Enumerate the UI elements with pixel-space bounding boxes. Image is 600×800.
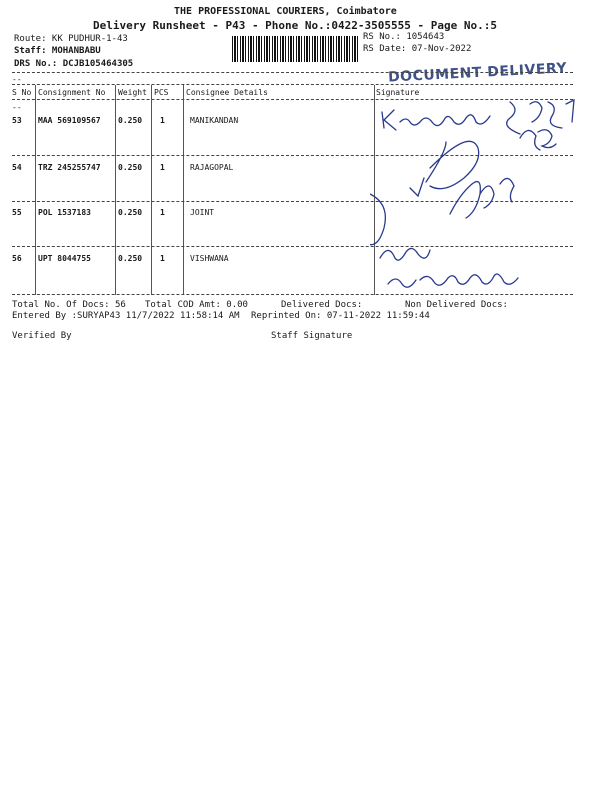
col-header-sno: S No [12,88,32,97]
row-consignee: VISHWANA [190,254,229,263]
row-dots: -- [12,103,22,112]
column-divider [35,85,36,295]
divider [12,72,573,73]
row-sno: 53 [12,116,22,125]
row-consignee: MANIKANDAN [190,116,239,125]
row-weight: 0.250 [118,208,143,217]
row-pcs: 1 [160,163,165,172]
divider-mark: -- [12,75,22,84]
non-delivered-docs: Non Delivered Docs: [405,300,508,310]
row-sno: 56 [12,254,22,263]
row-weight: 0.250 [118,163,143,172]
barcode-image [232,36,358,62]
col-header-signature: Signature [376,88,420,97]
row-consignment: MAA 569109567 [38,116,101,125]
row-weight: 0.250 [118,254,143,263]
total-cod: Total COD Amt: 0.00 [145,300,248,310]
staff-signature-label: Staff Signature [271,331,353,341]
col-header-consignee: Consignee Details [186,88,268,97]
document-delivery-stamp: DOCUMENT DELIVERY [387,60,568,86]
divider [12,84,573,85]
row-consignee: RAJAGOPAL [190,163,234,172]
reprinted-on: Reprinted On: 07-11-2022 11:59:44 [251,311,430,321]
row-consignment: UPT 8044755 [38,254,91,263]
row-sno: 54 [12,163,22,172]
total-docs: Total No. Of Docs: 56 [12,300,126,310]
entered-by: Entered By :SURYAP43 11/7/2022 11:58:14 AM [12,311,240,321]
row-consignment: TRZ 245255747 [38,163,101,172]
col-header-consignment: Consignment No [38,88,106,97]
column-divider [183,85,184,295]
row-weight: 0.250 [118,116,143,125]
drs-number: DRS No.: DCJB105464305 [14,59,134,69]
handwritten-signatures [370,94,598,300]
verified-by: Verified By [12,331,72,341]
row-pcs: 1 [160,116,165,125]
column-divider [151,85,152,295]
row-sno: 55 [12,208,22,217]
row-pcs: 1 [160,254,165,263]
page-title: THE PROFESSIONAL COURIERS, Coimbatore [174,6,397,17]
col-header-weight: Weight [118,88,147,97]
delivered-docs: Delivered Docs: [281,300,363,310]
rs-date: RS Date: 07-Nov-2022 [363,44,472,54]
row-consignment: POL 1537183 [38,208,91,217]
page-subtitle: Delivery Runsheet - P43 - Phone No.:0422-3505555 - Page No.:5 [93,19,497,32]
column-divider [115,85,116,295]
route-label: Route: KK PUDHUR-1-43 [14,34,128,44]
col-header-pcs: PCS [154,88,169,97]
row-pcs: 1 [160,208,165,217]
staff-label: Staff: MOHANBABU [14,46,101,56]
rs-number: RS No.: 1054643 [363,32,445,42]
row-consignee: JOINT [190,208,215,217]
